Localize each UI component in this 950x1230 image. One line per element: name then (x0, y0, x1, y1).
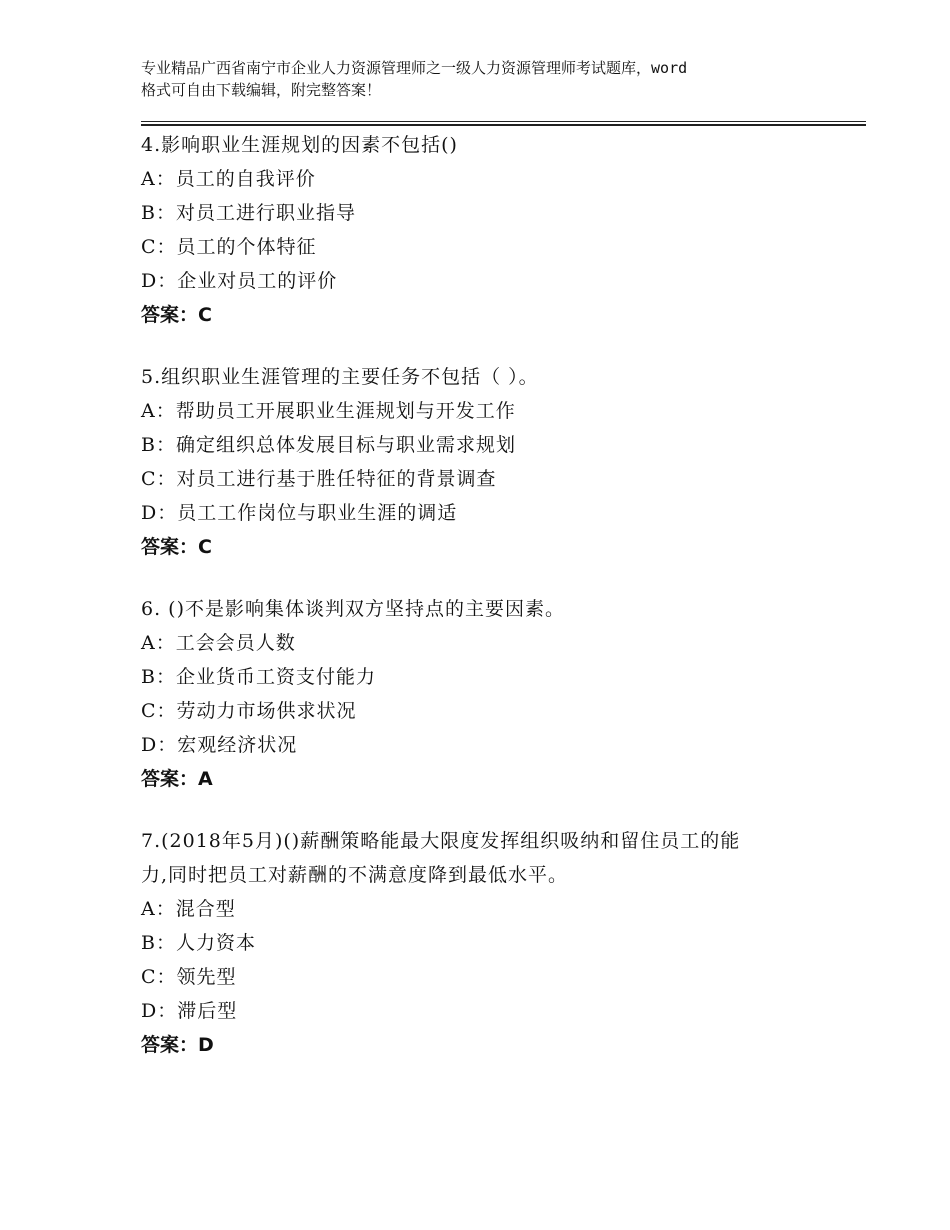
option-b: B：人力资本 (141, 932, 256, 954)
question-list (141, 128, 861, 1090)
answer: 答案：A (141, 768, 213, 790)
answer: 答案：C (141, 536, 212, 558)
answer: 答案：C (141, 304, 212, 326)
question-7 (141, 824, 861, 1062)
option-c: C：对员工进行基于胜任特征的背景调查 (141, 468, 497, 490)
option-c: C：领先型 (141, 966, 237, 988)
option-d: D：员工工作岗位与职业生涯的调适 (141, 502, 458, 524)
question-stem-line-1: 7.(2018年5月)()薪酬策略能最大限度发挥组织吸纳和留住员工的能 (141, 830, 741, 852)
option-a: A：混合型 (141, 898, 236, 920)
option-d: D：滞后型 (141, 1000, 238, 1022)
question-stem: 6. ()不是影响集体谈判双方坚持点的主要因素。 (141, 598, 565, 620)
question-6 (141, 592, 861, 796)
question-stem: 4.影响职业生涯规划的因素不包括() (141, 134, 458, 156)
option-b: B：对员工进行职业指导 (141, 202, 356, 224)
option-c: C：劳动力市场供求状况 (141, 700, 357, 722)
option-b: B：确定组织总体发展目标与职业需求规划 (141, 434, 516, 456)
option-c: C：员工的个体特征 (141, 236, 317, 258)
answer: 答案：D (141, 1034, 214, 1056)
header-divider-thin (141, 121, 866, 122)
question-stem-line-2: 力,同时把员工对薪酬的不满意度降到最低水平。 (141, 864, 569, 886)
option-d: D：宏观经济状况 (141, 734, 298, 756)
header-divider-thick (141, 124, 866, 126)
question-4 (141, 128, 861, 332)
question-stem: 5.组织职业生涯管理的主要任务不包括（ ）。 (141, 366, 539, 388)
option-b: B：企业货币工资支付能力 (141, 666, 376, 688)
document-header (141, 57, 831, 101)
header-line-1: 专业精品广西省南宁市企业人力资源管理师之一级人力资源管理师考试题库，word (141, 59, 688, 77)
question-5 (141, 360, 861, 564)
option-a: A：员工的自我评价 (141, 168, 316, 190)
option-a: A：工会会员人数 (141, 632, 296, 654)
option-a: A：帮助员工开展职业生涯规划与开发工作 (141, 400, 516, 422)
header-line-2: 格式可自由下载编辑，附完整答案！ (141, 81, 382, 99)
option-d: D：企业对员工的评价 (141, 270, 338, 292)
